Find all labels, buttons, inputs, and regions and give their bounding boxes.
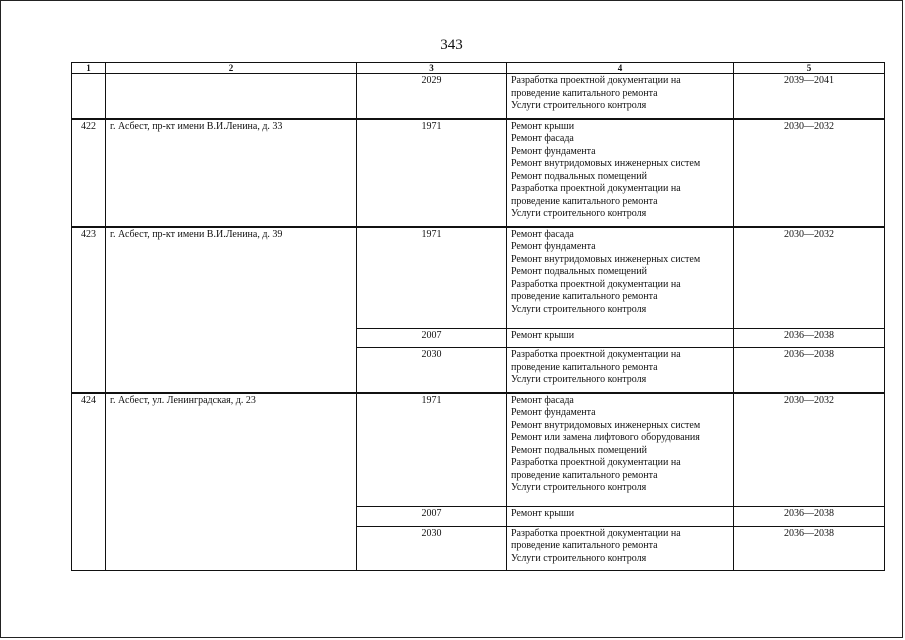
year-cell: 2007 <box>357 507 507 527</box>
works-cell <box>507 74 734 119</box>
year-cell: 1971 <box>357 227 507 329</box>
period-cell: 2036—2038 <box>734 348 885 393</box>
works-cell <box>507 507 734 527</box>
work-item: проведение капитального ремонта <box>511 87 658 99</box>
work-item: проведение капитального ремонта <box>511 469 658 481</box>
column-header: 5 <box>734 63 885 74</box>
works-cell <box>507 119 734 227</box>
work-item: проведение капитального ремонта <box>511 361 658 373</box>
address-cell <box>106 74 357 119</box>
work-item: Ремонт подвальных помещений <box>511 170 647 182</box>
table-row <box>72 393 885 507</box>
work-item: Ремонт внутридомовых инженерных систем <box>511 253 701 265</box>
works-cell <box>507 526 734 571</box>
work-item: Ремонт фундамента <box>511 145 596 157</box>
work-item: Ремонт подвальных помещений <box>511 444 647 456</box>
row-number-cell: 424 <box>72 393 106 571</box>
work-item: проведение капитального ремонта <box>511 540 658 551</box>
work-item: Разработка проектной документации на <box>511 527 681 539</box>
row-number-cell: 423 <box>72 227 106 393</box>
work-item: Услуги строительного контроля <box>511 552 647 564</box>
work-item: Услуги строительного контроля <box>511 303 647 315</box>
year-cell: 2030 <box>357 526 507 571</box>
address-cell: г. Асбест, пр-кт имени В.И.Ленина, д. 33 <box>106 119 357 227</box>
column-header: 4 <box>507 63 734 74</box>
table-row <box>72 74 885 119</box>
address-cell: г. Асбест, ул. Ленинградская, д. 23 <box>106 393 357 571</box>
works-cell <box>507 227 734 329</box>
table-row <box>72 119 885 227</box>
work-item: Ремонт фасада <box>511 133 574 144</box>
year-cell: 1971 <box>357 393 507 507</box>
work-item: Ремонт крыши <box>511 508 575 519</box>
page-number: 343 <box>440 37 463 53</box>
table-body <box>72 74 885 571</box>
work-item: Ремонт фасада <box>511 394 574 406</box>
work-item: Услуги строительного контроля <box>511 208 647 219</box>
period-cell: 2036—2038 <box>734 526 885 571</box>
year-cell: 1971 <box>357 119 507 227</box>
work-item: Разработка проектной документации на <box>511 183 681 194</box>
work-item: Ремонт фасада <box>511 228 574 240</box>
work-item: Ремонт фундамента <box>511 407 596 418</box>
column-header: 2 <box>106 63 357 74</box>
period-cell: 2030—2032 <box>734 393 885 507</box>
work-item: Услуги строительного контроля <box>511 100 647 111</box>
row-number-cell: 422 <box>72 119 106 227</box>
table-row <box>72 227 885 329</box>
work-item: Ремонт внутридомовых инженерных систем <box>511 419 701 431</box>
column-header: 1 <box>72 63 106 74</box>
works-cell <box>507 348 734 393</box>
work-item: Ремонт подвальных помещений <box>511 266 647 277</box>
work-item: Разработка проектной документации на <box>511 278 681 290</box>
works-cell <box>507 393 734 507</box>
period-cell: 2039—2041 <box>734 74 885 119</box>
period-cell: 2036—2038 <box>734 328 885 348</box>
work-item: Разработка проектной документации на <box>511 457 681 468</box>
work-item: Ремонт крыши <box>511 329 575 341</box>
work-item: Ремонт или замена лифтового оборудования <box>511 432 700 443</box>
year-cell: 2007 <box>357 328 507 348</box>
work-item: Ремонт внутридомовых инженерных систем <box>511 158 701 169</box>
work-item: проведение капитального ремонта <box>511 195 658 207</box>
address-cell: г. Асбест, пр-кт имени В.И.Ленина, д. 39 <box>106 227 357 393</box>
year-cell: 2030 <box>357 348 507 393</box>
work-item: Разработка проектной документации на <box>511 75 681 86</box>
work-item: Разработка проектной документации на <box>511 349 681 360</box>
work-item: проведение капитального ремонта <box>511 291 658 302</box>
column-header-row <box>72 63 885 74</box>
work-item: Услуги строительного контроля <box>511 374 647 385</box>
year-cell: 2029 <box>357 74 507 119</box>
work-item: Услуги строительного контроля <box>511 482 647 493</box>
work-item: Ремонт фундамента <box>511 241 596 252</box>
period-cell: 2030—2032 <box>734 119 885 227</box>
works-cell <box>507 328 734 348</box>
row-number-cell <box>72 74 106 119</box>
period-cell: 2030—2032 <box>734 227 885 329</box>
column-header: 3 <box>357 63 507 74</box>
work-item: Ремонт крыши <box>511 120 575 132</box>
period-cell: 2036—2038 <box>734 507 885 527</box>
repair-schedule-table <box>71 62 885 571</box>
